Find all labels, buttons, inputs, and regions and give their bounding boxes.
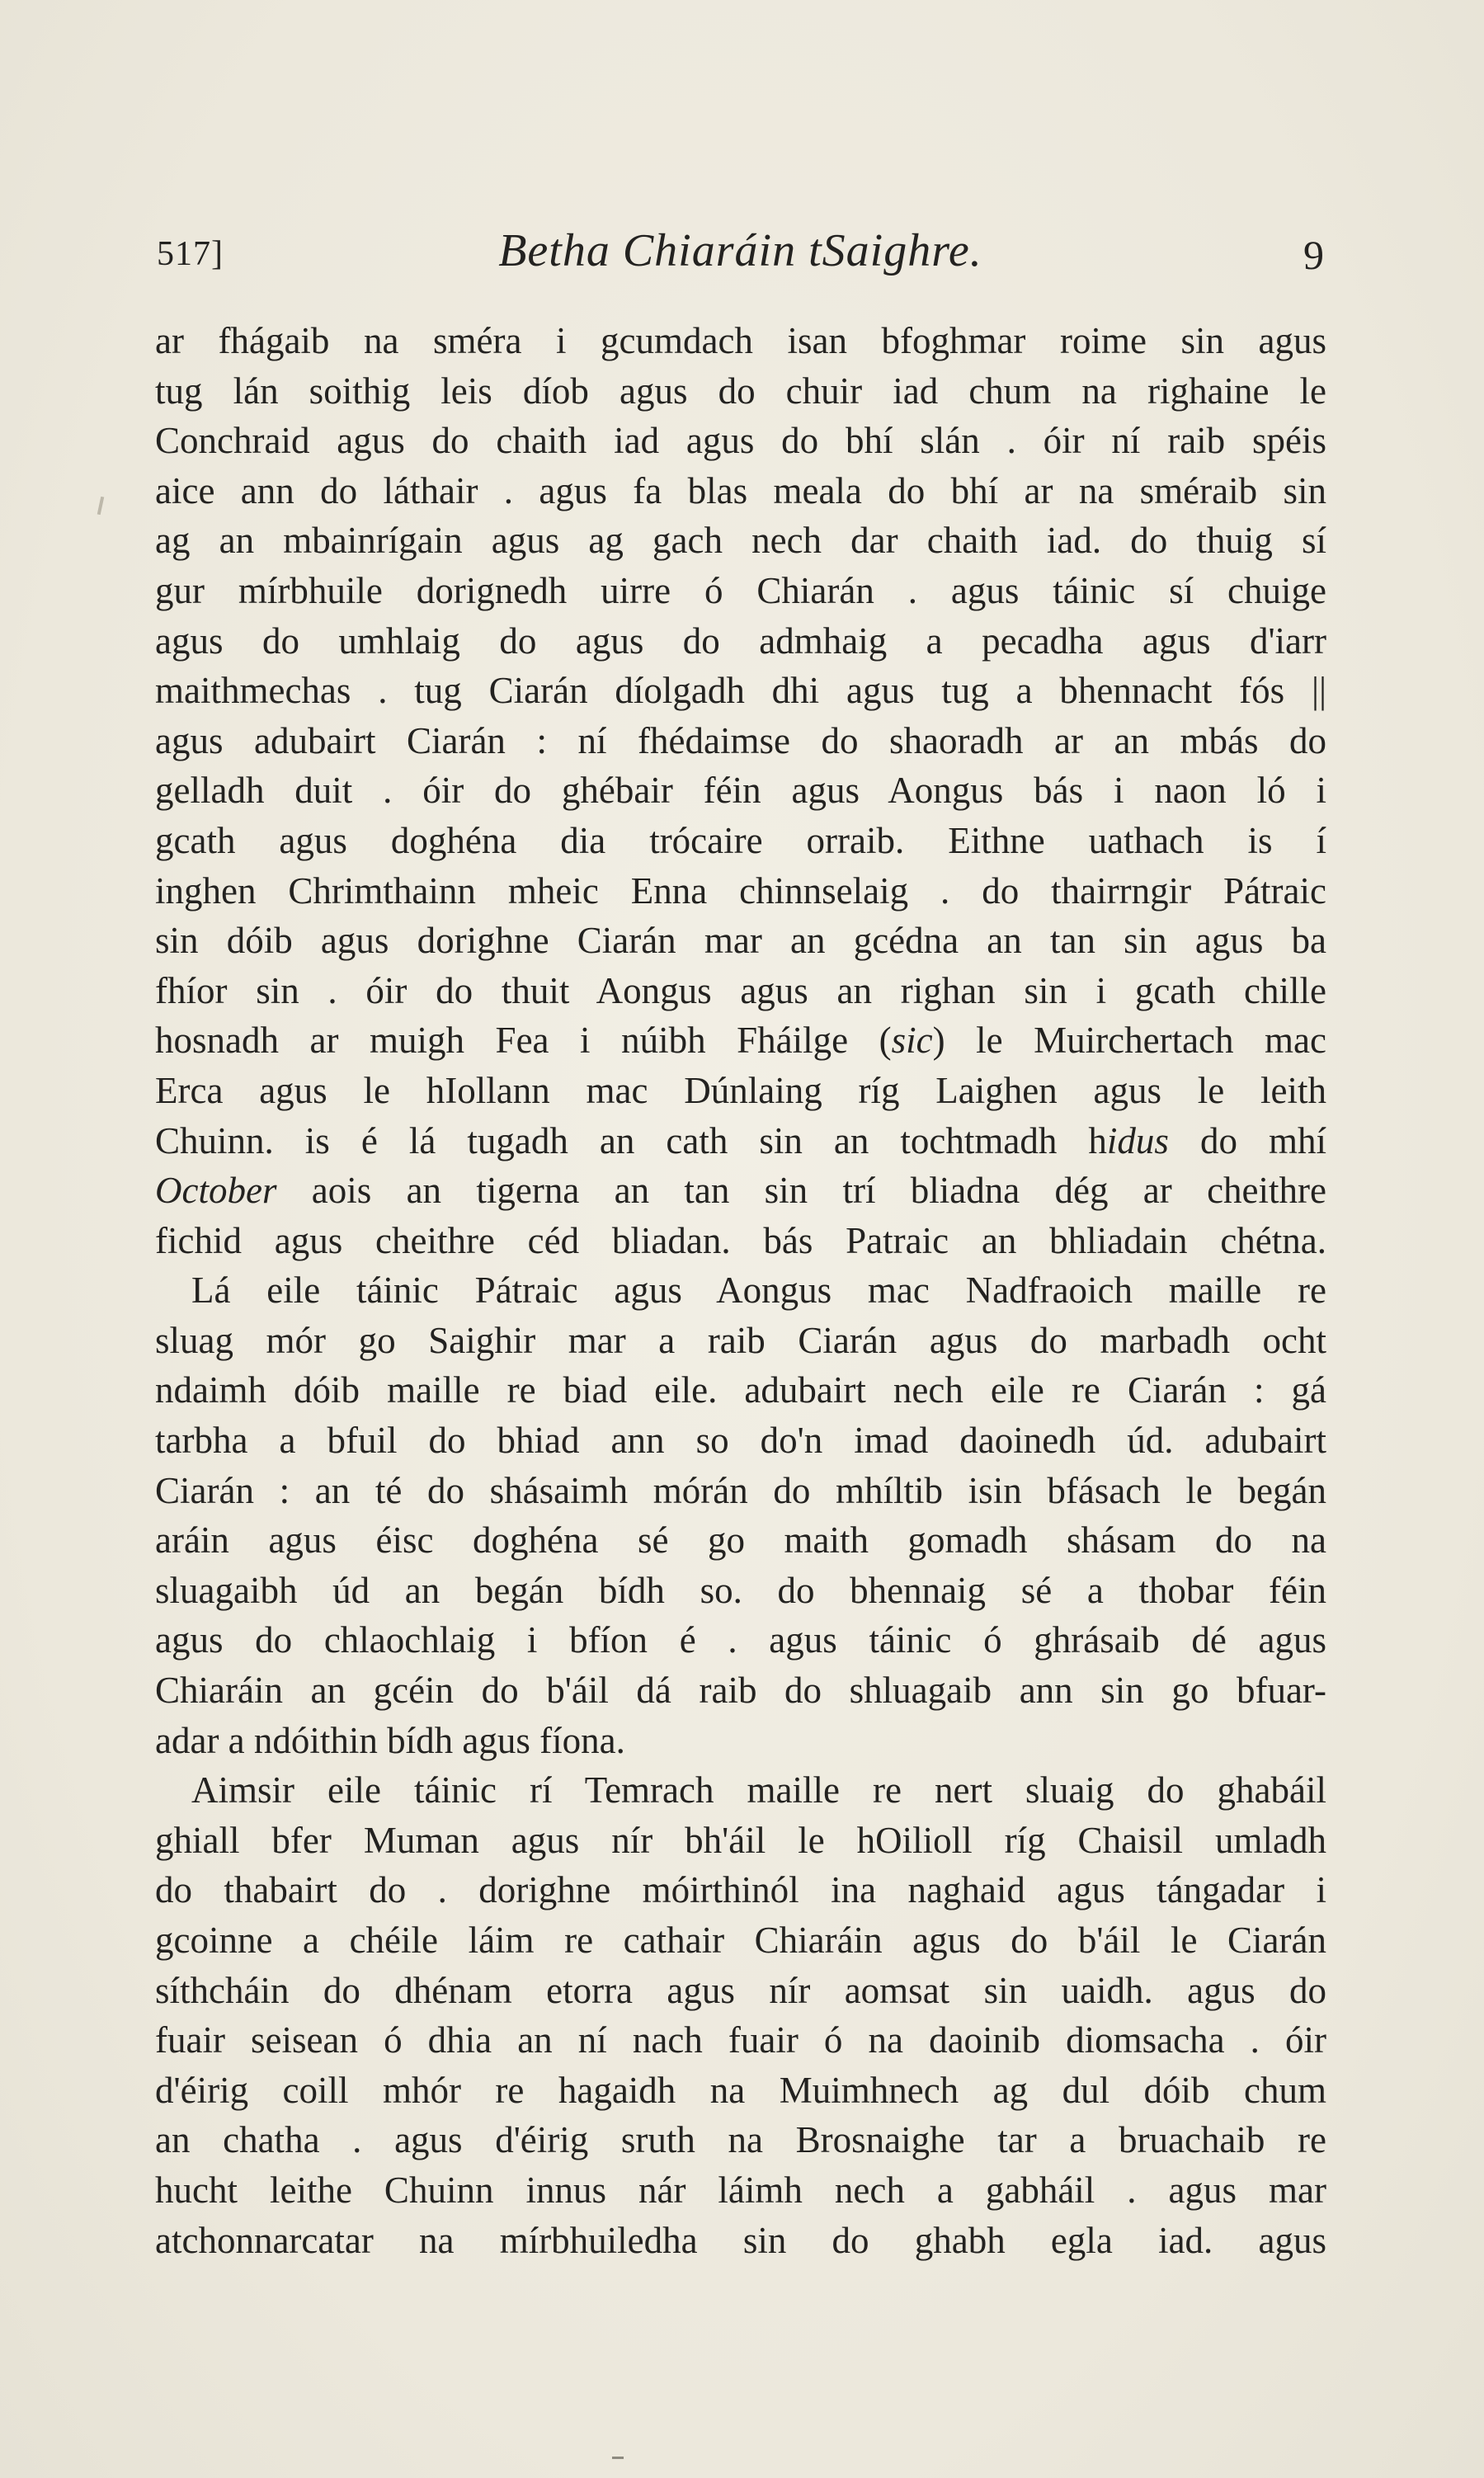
page-number: 9 — [1303, 232, 1324, 278]
text-line: aráin agus éisc doghéna sé go maith gomadh shásam do na — [155, 1519, 1326, 1562]
text-line: tarbha a bfuil do bhiad ann so do'n imad daoinedh úd. adubairt — [155, 1420, 1326, 1462]
text-line: ag an mbainrígain agus ag gach nech dar chaith iad. do thuig sí — [155, 520, 1326, 562]
text-line: Conchraid agus do chaith iad agus do bhí slán . óir ní raib spéis — [155, 420, 1326, 462]
margin-mark — [97, 497, 104, 515]
text-segment: aois an tigerna an tan sin trí bliadna dég ar cheithre — [276, 1170, 1326, 1212]
text-line: do thabairt do . dorighne móirthinól ina naghaid agus tángadar i — [155, 1869, 1326, 1911]
text-line — [155, 1116, 1326, 1166]
text-line: fichid agus cheithre céd bliadan. bás Patraic an bhliadain chétna. — [155, 1219, 1326, 1261]
text-line: ar fhágaib na sméra i gcumdach isan bfoghmar roime sin agus — [155, 320, 1326, 361]
text-line: inghen Chrimthainn mheic Enna chinnselaig . do thairrngir Pátraic — [155, 869, 1326, 912]
text-segment: ) le Muirchertach mac — [932, 1020, 1326, 1062]
text-line: ghiall bfer Muman agus nír bh'áil le hOilioll ríg Chaisil umladh — [155, 1819, 1326, 1861]
text-line: Ciarán : an té do shásaimh mórán do mhíltib isin bfásach le begán — [155, 1469, 1326, 1511]
text-segment: Chuinn. is é lá tugadh an cath sin an tochtmadh h — [155, 1119, 1107, 1161]
text-line: tug lán soithig leis díob agus do chuir iad chum na righaine le — [155, 370, 1326, 412]
paragraph-start-line: Aimsir eile táinic rí Temrach maille re nert sluaig do ghabáil — [191, 1769, 1326, 1811]
text-line: atchonnarcatar na mírbhuiledha sin do ghabh egla iad. agus — [155, 2219, 1326, 2261]
text-segment: do mhí — [1168, 1119, 1326, 1161]
october-word: October — [155, 1170, 277, 1212]
text-line: maithmechas . tug Ciarán díolgadh dhi agus tug a bhennacht fós || — [155, 670, 1326, 712]
text-line: an chatha . agus d'éirig sruth na Brosnaighe tar a bruachaib re — [155, 2119, 1326, 2161]
text-line: agus do chlaochlaig i bfíon é . agus táinic ó ghrásaib dé agus — [155, 1619, 1326, 1661]
text-line: aice ann do láthair . agus fa blas meala do bhí ar na sméraib sin — [155, 469, 1326, 511]
bottom-mark — [612, 2457, 624, 2459]
text-line — [155, 1015, 1326, 1066]
text-line: agus adubairt Ciarán : ní fhédaimse do shaoradh ar an mbás do — [155, 719, 1326, 761]
folio-left: 517] — [157, 235, 224, 273]
running-head — [157, 224, 1324, 290]
text-line: hucht leithe Chuinn innus nár láimh nech a gabháil . agus mar — [155, 2169, 1326, 2211]
text-line: gur mírbhuile dorignedh uirre ó Chiarán . agus táinic sí chuige — [155, 569, 1326, 611]
idus-word: idus — [1106, 1119, 1169, 1161]
text-line — [155, 1166, 1326, 1216]
text-line: sluag mór go Saighir mar a raib Ciarán agus do marbadh ocht — [155, 1319, 1326, 1361]
text-line: gelladh duit . óir do ghébair féin agus Aongus bás i naon ló i — [155, 770, 1326, 812]
text-segment: hosnadh ar muigh Fea i núibh Fháilge ( — [155, 1020, 892, 1062]
body-text — [155, 316, 1326, 2265]
text-line: Chiaráin an gcéin do b'áil dá raib do shluagaib ann sin go bfuar- — [155, 1670, 1326, 1712]
text-line: fuair seisean ó dhia an ní nach fuair ó na daoinib diomsacha . óir — [155, 2019, 1326, 2061]
text-line: sin dóib agus dorighne Ciarán mar an gcédna an tan sin agus ba — [155, 920, 1326, 962]
text-line: sluagaibh úd an begán bídh so. do bhennaig sé a thobar féin — [155, 1569, 1326, 1611]
paragraph-start-line: Lá eile táinic Pátraic agus Aongus mac Nadfraoich maille re — [191, 1270, 1326, 1312]
running-title: Betha Chiaráin tSaighre. — [498, 225, 982, 276]
text-line: agus do umhlaig do agus do admhaig a pecadha agus d'iarr — [155, 620, 1326, 662]
paragraph-end-line: adar a ndóithin bídh agus fíona. — [155, 1719, 625, 1761]
text-line: síthcháin do dhénam etorra agus nír aomsat sin uaidh. agus do — [155, 1969, 1326, 2011]
text-line: d'éirig coill mhór re hagaidh na Muimhnech ag dul dóib chum — [155, 2069, 1326, 2111]
text-line: gcath agus doghéna dia trócaire orraib. Eithne uathach is í — [155, 819, 1326, 861]
text-line: gcoinne a chéile láim re cathair Chiaráin agus do b'áil le Ciarán — [155, 1920, 1326, 1961]
text-line: fhíor sin . óir do thuit Aongus agus an righan sin i gcath chille — [155, 969, 1326, 1011]
text-line: Erca agus le hIollann mac Dúnlaing ríg Laighen agus le leith — [155, 1069, 1326, 1111]
sic-annotation: sic — [891, 1020, 933, 1062]
text-line: ndaimh dóib maille re biad eile. adubairt nech eile re Ciarán : gá — [155, 1369, 1326, 1411]
